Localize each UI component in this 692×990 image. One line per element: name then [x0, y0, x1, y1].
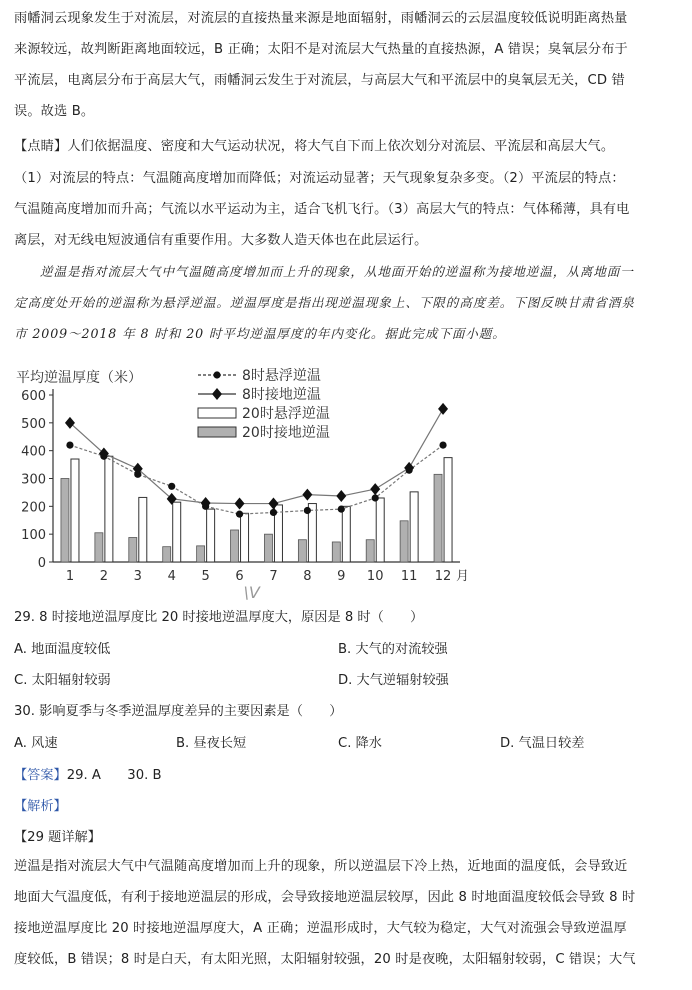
text-line: 市 2009～2018 年 8 时和 20 时平均逆温厚度的年内变化。据此完成下面小题。 — [14, 326, 506, 341]
x-tick-label: 9 — [337, 569, 346, 584]
jiexi-label: 【解析】 — [14, 799, 67, 814]
x-tick-label: 4 — [167, 569, 176, 584]
x-tick-label: 2 — [99, 569, 109, 584]
y-axis-title: 平均逆温厚度（米） — [16, 370, 142, 386]
text-line: 定高度处开始的逆温称为悬浮逆温。逆温厚度是指出现逆温现象上、下限的高度差。下图反映甘肃省酒泉 — [14, 295, 635, 310]
x-tick-label: 7 — [269, 569, 278, 584]
q30-stem: 30. 影响夏季与冬季逆温厚度差异的主要因素是（ ） — [14, 704, 343, 719]
bar-20h-ground — [434, 474, 442, 562]
legend-label: 20时接地逆温 — [242, 425, 330, 441]
text-line: 离层，对无线电短波通信有重要作用。大多数人造天体也在此层运行。 — [14, 233, 428, 248]
bar-20h-ground — [366, 540, 374, 562]
bar-20h-ground — [129, 538, 137, 562]
legend-label: 20时悬浮逆温 — [242, 406, 330, 422]
x-tick-label: 12 — [434, 569, 452, 584]
answer-label: 【答案】 — [14, 768, 67, 783]
series-8h-suspended-point — [304, 507, 311, 514]
q29-detail-title: 【29 题详解】 — [14, 830, 101, 845]
text-line: 误。故选 B。 — [14, 104, 95, 119]
x-tick-label: 5 — [201, 569, 210, 584]
legend-swatch — [198, 408, 236, 418]
q30-option-a[interactable]: A. 风速 — [14, 736, 58, 751]
series-8h-suspended-point — [270, 509, 277, 516]
x-tick-label: 11 — [400, 569, 418, 584]
y-tick-label: 200 — [21, 500, 46, 516]
bar-20h-suspended — [71, 459, 79, 562]
series-8h-ground-point — [201, 497, 211, 509]
bar-20h-ground — [197, 546, 205, 562]
q29-option-a[interactable]: A. 地面温度较低 — [14, 642, 111, 657]
bar-20h-suspended — [410, 492, 418, 562]
q30-option-d[interactable]: D. 气温日较差 — [500, 736, 585, 751]
bar-20h-suspended — [241, 513, 249, 562]
bar-20h-ground — [400, 521, 408, 562]
series-8h-suspended-point — [66, 442, 73, 449]
q29-stem: 29. 8 时接地逆温厚度比 20 时接地逆温厚度大，原因是 8 时（ ） — [14, 610, 424, 625]
series-8h-ground-point — [438, 403, 448, 415]
series-8h-suspended-point — [439, 442, 446, 449]
bar-20h-suspended — [444, 458, 452, 562]
text-line: 逆温是指对流层大气中气温随高度增加而上升的现象，所以逆温层下冷上热，近地面的温度低，会导致近 — [14, 859, 628, 874]
q29-option-b[interactable]: B. 大气的对流较强 — [338, 642, 448, 657]
x-tick-label: 8 — [303, 569, 312, 584]
bar-20h-suspended — [376, 498, 384, 562]
bar-20h-ground — [298, 540, 306, 562]
bar-20h-ground — [95, 533, 103, 562]
text-line: 【点睛】人们依据温度、密度和大气运动状况，将大气自下而上依次划分对流层、平流层和高层大气。 — [14, 139, 615, 154]
series-8h-ground-point — [235, 498, 245, 510]
x-tick-label: 3 — [133, 569, 142, 584]
text-line: 雨幡洞云现象发生于对流层，对流层的直接热量来源是地面辐射，雨幡洞云的云层温度较低说明距离热量 — [14, 11, 628, 26]
text-line: 气温随高度增加而升高；气流以水平运动为主，适合飞机飞行。（3）高层大气的特点：气体稀薄，具有电 — [14, 202, 630, 217]
bar-20h-ground — [332, 542, 340, 562]
text-line: 度较低，B 错误；8 时是白天，有太阳光照，太阳辐射较强，20 时是夜晚，太阳辐射较弱，C 错误；大气 — [14, 952, 636, 967]
text-line: 逆温是指对流层大气中气温随高度增加而上升的现象，从地面开始的逆温称为接地逆温，从离地面一 — [40, 264, 634, 279]
legend-label: 8时悬浮逆温 — [242, 368, 321, 384]
x-tick-label: 6 — [235, 569, 244, 584]
bar-20h-ground — [231, 530, 239, 562]
series-8h-ground-point — [336, 490, 346, 502]
y-tick-label: 300 — [21, 472, 46, 488]
bar-20h-ground — [163, 547, 171, 562]
x-tick-label: 10 — [366, 569, 384, 584]
series-8h-ground-point — [65, 417, 75, 429]
x-tick-label: 1 — [65, 569, 75, 584]
q29-option-c[interactable]: C. 太阳辐射较弱 — [14, 673, 111, 688]
series-8h-suspended-point — [168, 483, 175, 490]
legend-marker — [212, 388, 222, 400]
scribble-annotation: \V — [243, 583, 260, 602]
answer-line — [14, 764, 162, 783]
series-8h-ground-point — [370, 483, 380, 495]
series-8h-ground-point — [302, 489, 312, 501]
legend-swatch — [198, 427, 236, 437]
text-line: 接地逆温厚度比 20 时接地逆温厚度大，A 正确；逆温形成时，大气较为稳定，大气对流强会导致逆温厚 — [14, 921, 627, 936]
text-line: （1）对流层的特点：气温随高度增加而降低；对流运动显著；天气现象复杂多变。（2）平流层的特点： — [14, 171, 625, 186]
bar-20h-suspended — [105, 456, 113, 562]
y-tick-label: 600 — [21, 389, 46, 404]
series-8h-ground-point — [404, 462, 414, 474]
answer-text: 29. A 30. B — [66, 768, 162, 783]
y-tick-label: 400 — [21, 444, 46, 460]
q30-option-c[interactable]: C. 降水 — [338, 736, 382, 751]
y-tick-label: 500 — [21, 416, 46, 432]
bar-20h-suspended — [173, 502, 181, 562]
legend-marker — [213, 371, 220, 378]
text-line: 平流层，电离层分布于高层大气，雨幡洞云发生于对流层，与高层大气和平流层中的臭氧层无关，CD 错 — [14, 73, 625, 88]
bar-20h-suspended — [342, 506, 350, 562]
text-line: 来源较远，故判断距离地面较远，B 正确；太阳不是对流层大气热量的直接热源，A 错误；臭氧层分布于 — [14, 42, 628, 57]
bar-20h-ground — [264, 534, 272, 562]
y-tick-label: 0 — [37, 556, 46, 571]
bar-20h-ground — [61, 479, 69, 563]
series-8h-suspended-point — [372, 494, 379, 501]
y-tick-label: 100 — [21, 528, 46, 544]
inversion-thickness-chart — [10, 360, 470, 602]
q30-option-b[interactable]: B. 昼夜长短 — [176, 736, 247, 751]
bar-20h-suspended — [139, 497, 147, 562]
series-8h-suspended-point — [236, 511, 243, 518]
legend-label: 8时接地逆温 — [242, 387, 321, 403]
text-line: 地面大气温度低，有利于接地逆温层的形成，会导致接地逆温层较厚，因此 8 时地面温度较低会导致 8 时 — [14, 890, 636, 905]
bar-20h-suspended — [207, 509, 215, 562]
x-axis-unit: 月 — [456, 569, 470, 584]
series-8h-suspended-point — [338, 506, 345, 513]
q29-option-d[interactable]: D. 大气逆辐射较强 — [338, 673, 449, 688]
series-8h-ground-line — [70, 409, 443, 504]
